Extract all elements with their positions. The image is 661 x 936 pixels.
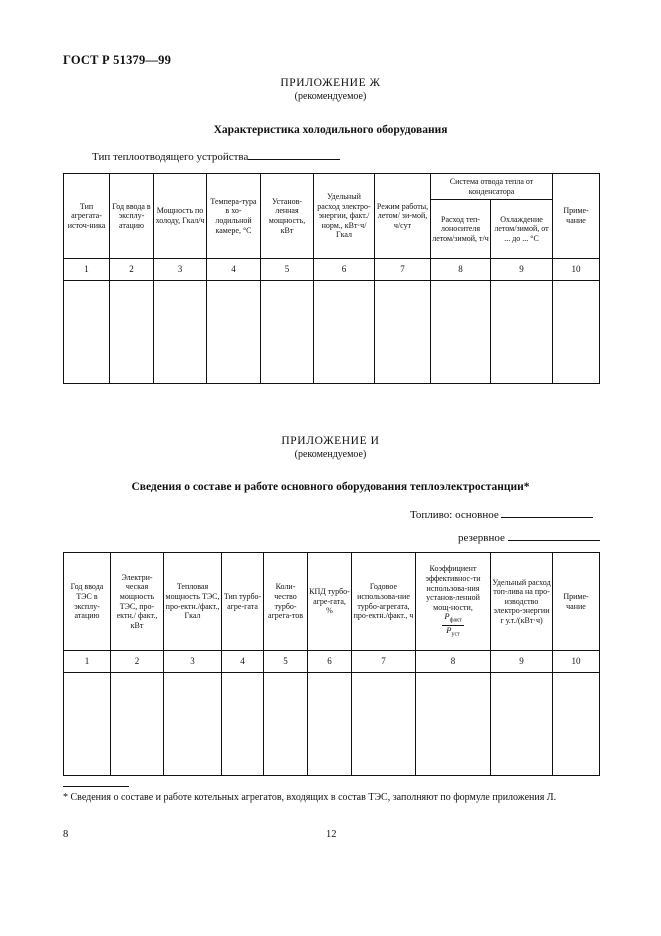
table-cell: [264, 673, 308, 776]
column-number: 5: [264, 651, 308, 673]
col-header-turbine-efficiency: КПД турбо-агре-гата, %: [308, 553, 352, 651]
appendix-zh-heading: Характеристика холодильного оборудования: [213, 124, 448, 136]
col-header-turbine-type: Тип турбо-агре-гата: [222, 553, 264, 651]
table-cell: [222, 673, 264, 776]
table-cell: [207, 281, 261, 384]
appendix-zh-title: ПРИЛОЖЕНИЕ Ж: [280, 77, 381, 89]
appendix-zh-subtitle: (рекомендуемое): [294, 91, 367, 102]
appendix-i-subtitle: (рекомендуемое): [294, 449, 367, 460]
table-cell: [64, 281, 110, 384]
table-cell: [154, 281, 207, 384]
col-header-note: Приме-чание: [553, 174, 600, 259]
col-header-note: Приме-чание: [553, 553, 600, 651]
capacity-factor-formula: [442, 612, 463, 638]
fraction-numerator: P: [444, 611, 450, 622]
page-number-center: 12: [326, 829, 337, 840]
table-cell: [375, 281, 431, 384]
col-header-turbine-count: Коли-чество турбо-агрега-тов: [264, 553, 308, 651]
appendix-i-heading: Сведения о составе и работе основного оборудования теплоэлектростанции*: [131, 481, 530, 493]
fuel-reserve-field: [458, 530, 600, 544]
capacity-factor-label: Коэффициент эффективнос-ти использова-ния установ-ленной мощ-ности,: [425, 564, 481, 612]
column-number: 4: [222, 651, 264, 673]
col-header-operating-mode: Режим работы, летом/ зи-мой, ч/сут: [375, 174, 431, 259]
table-cell: [261, 281, 314, 384]
fuel-reserve-label: резервное: [458, 532, 505, 544]
column-number: 1: [64, 259, 110, 281]
cooling-device-type-blank: [248, 149, 340, 160]
table-cell: [110, 281, 154, 384]
column-number: 7: [375, 259, 431, 281]
col-header-commission-year: Год ввода в эксплу-атацию: [110, 174, 154, 259]
column-number: 4: [207, 259, 261, 281]
table-cell: [164, 673, 222, 776]
col-header-specific-consumption: Удельный расход электро-энергии, факт./норм., кВт·ч/Гкал: [314, 174, 375, 259]
col-header-specific-fuel-consumption: Удельный расход топ-лива на про-изводство электро-энергии г у.т./(кВт·ч): [491, 553, 553, 651]
footnote-divider: [63, 786, 129, 787]
cooling-device-type-label: Тип теплоотводящего устройства: [92, 151, 249, 163]
column-number: 6: [308, 651, 352, 673]
table-cell: [314, 281, 375, 384]
column-number: 10: [553, 651, 600, 673]
col-header-aggregate-type: Тип агрегата-источ-ника: [64, 174, 110, 259]
col-header-thermal-power: Тепловая мощность ТЭС, про-ектн./факт., Гкал: [164, 553, 222, 651]
table-cell: [416, 673, 491, 776]
footnote: * Сведения о составе и работе котельных агрегатов, входящих в состав ТЭС, заполняют по формуле приложения Л.: [63, 792, 557, 803]
column-number: 3: [164, 651, 222, 673]
table-row: [64, 673, 600, 776]
col-header-capacity-factor: [416, 553, 491, 651]
column-number: 10: [553, 259, 600, 281]
col-header-chamber-temperature: Темпера-тура в хо-лодильной камере, °C: [207, 174, 261, 259]
fraction-numerator-subscript: факт: [449, 617, 462, 624]
cooling-device-type-field: [92, 149, 340, 163]
column-number: 2: [110, 259, 154, 281]
table-cell: [308, 673, 352, 776]
col-header-heat-removal-system: Система отвода тепла от конденсатора: [431, 174, 553, 200]
column-number: 6: [314, 259, 375, 281]
document-header: ГОСТ Р 51379—99: [63, 53, 172, 67]
column-number: 1: [64, 651, 111, 673]
col-header-commission-year: Год ввода ТЭС в эксплу-атацию: [64, 553, 111, 651]
page-number-left: 8: [63, 829, 69, 840]
col-header-installed-power: Установ-ленная мощность, кВт: [261, 174, 314, 259]
fuel-main-label: Топливо: основное: [410, 509, 499, 521]
fuel-main-field: [410, 507, 593, 521]
table-cell: [553, 673, 600, 776]
col-header-cooling-power: Мощность по холоду, Гкал/ч: [154, 174, 207, 259]
col-header-coolant-flow: Расход теп-лоносителя летом/зимой, т/ч: [431, 200, 491, 259]
appendix-i-title: ПРИЛОЖЕНИЕ И: [281, 435, 380, 447]
col-header-annual-usage: Годовое использова-ние турбо-агрегата, про-ектн./факт., ч: [352, 553, 416, 651]
column-number: 9: [491, 259, 553, 281]
table-cell: [64, 673, 111, 776]
fraction-denominator-subscript: уст: [451, 631, 460, 638]
refrigeration-table: [63, 173, 600, 384]
column-number: 8: [416, 651, 491, 673]
column-number: 7: [352, 651, 416, 673]
col-header-electric-power: Электри-ческая мощность ТЭС, про-ектн./ факт., кВт: [111, 553, 164, 651]
column-number: 2: [111, 651, 164, 673]
table-cell: [352, 673, 416, 776]
column-number: 3: [154, 259, 207, 281]
column-number: 8: [431, 259, 491, 281]
fraction-denominator: P: [446, 624, 452, 635]
table-cell: [431, 281, 491, 384]
col-header-cooling-range: Охлаждение летом/зимой, от ... до ... °C: [491, 200, 553, 259]
table-row: [64, 281, 600, 384]
table-cell: [491, 673, 553, 776]
table-cell: [491, 281, 553, 384]
column-number: 5: [261, 259, 314, 281]
power-plant-table: [63, 552, 600, 776]
table-cell: [111, 673, 164, 776]
fuel-reserve-blank: [508, 530, 600, 541]
fuel-main-blank: [501, 507, 593, 518]
column-number: 9: [491, 651, 553, 673]
table-cell: [553, 281, 600, 384]
